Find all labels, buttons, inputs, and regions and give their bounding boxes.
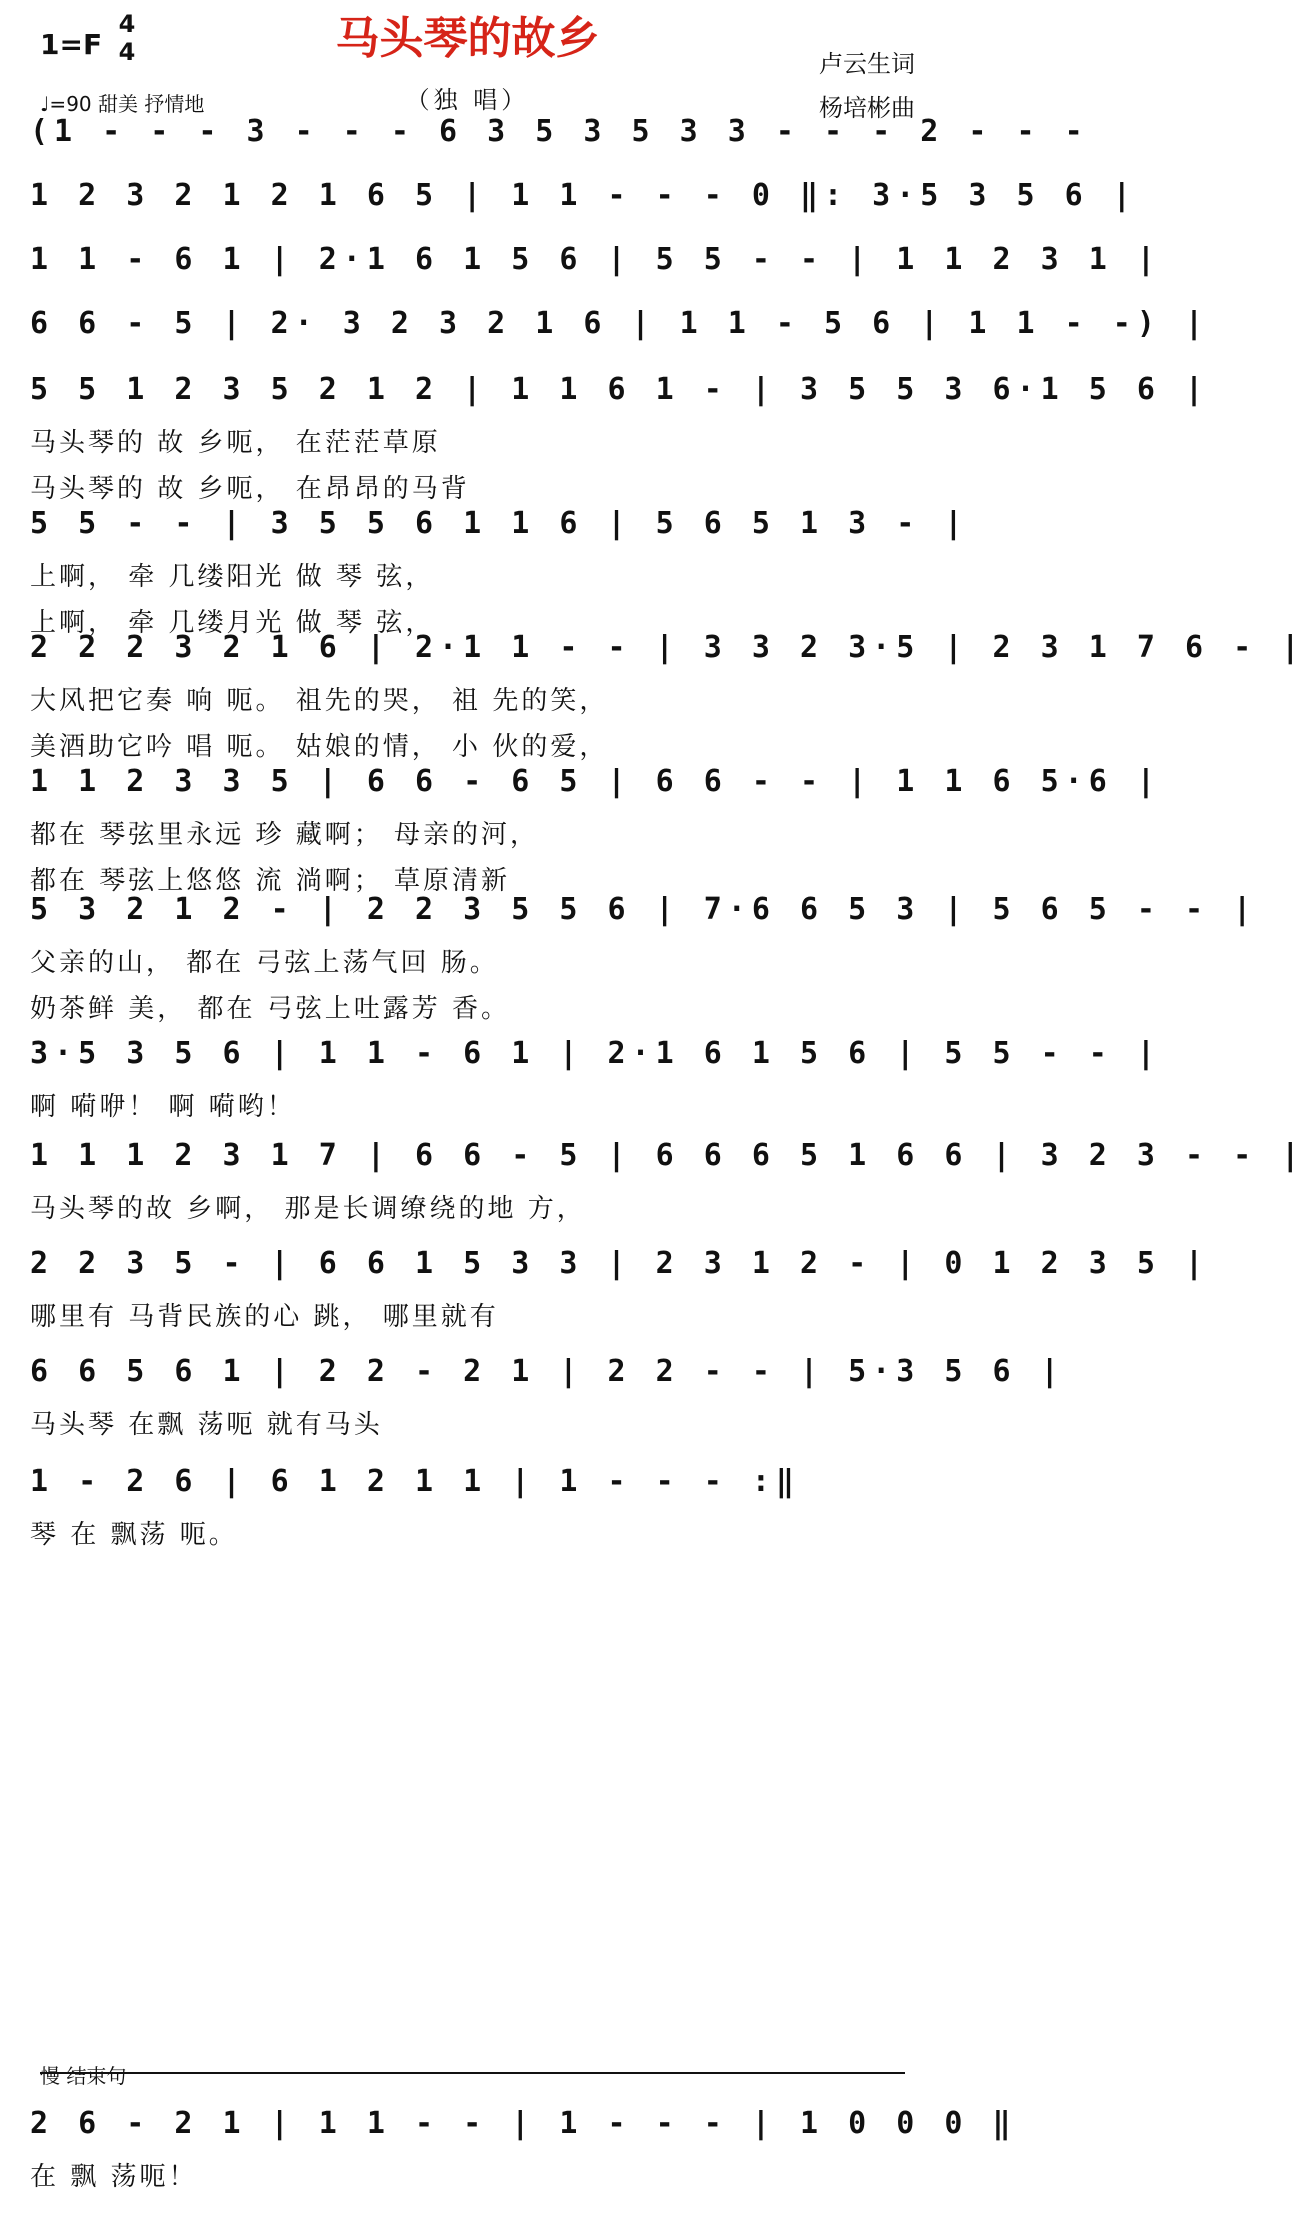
music-notation: 3·5 3 5 6 | 1 1 - 6 1 | 2·1 6 1 5 6 | 5 5 - - | [30,1036,1161,1071]
lyric-line: 马头琴的 故 乡呃， 在昂昂的马背 [30,474,470,504]
music-line-8 [30,748,1161,818]
composer-credit: 杨培彬曲 [819,94,915,122]
music-line-6 [30,490,969,560]
music-notation: 2 2 3 5 - | 6 6 1 5 3 3 | 2 3 1 2 - | 0 1 2 3 5 | [30,1246,1210,1281]
music-notation: 1 1 1 2 3 1 7 | 6 6 - 5 | 6 6 6 5 1 6 6 | 3 2 3 - - | [30,1138,1305,1173]
lyric-line: 琴 在 飘荡 呃。 [30,1520,238,1550]
music-line-7 [30,614,1305,684]
ending-label: 慢 结束句 [40,2064,127,2088]
meter-bottom: 4 [118,38,136,66]
lyricist-credit: 卢云生词 [819,50,915,78]
music-notation: 5 5 - - | 3 5 5 6 1 1 6 | 5 6 5 1 3 - | [30,506,969,541]
music-line-1 [30,98,1089,168]
music-notation: (1 - - - 3 - - - 6 3 5 3 5 3 3 - - - 2 - - - [30,114,1089,149]
music-notation: 1 2 3 2 1 2 1 6 5 | 1 1 - - - 0 ‖: 3·5 3 5 6 | [30,178,1137,213]
music-line-4 [30,290,1210,360]
music-notation: 6 6 5 6 1 | 2 2 - 2 1 | 2 2 - - | 5·3 5 6 | [30,1354,1065,1389]
music-line-2 [30,162,1137,232]
lyric-line: 美酒助它吟 唱 呃。 姑娘的情， 小 伙的爱， [30,732,609,762]
lyric-line: 都在 琴弦上悠悠 流 淌啊； 草原清新 [30,866,511,896]
lyric-line: 奶茶鲜 美， 都在 弓弦上吐露芳 香。 [30,994,511,1024]
lyric-line: 马头琴 在飘 荡呃 就有马头 [30,1410,383,1440]
music-line-14 [30,1448,913,1518]
lyric-line: 上啊， 牵 几缕阳光 做 琴 弦， [30,562,435,592]
meter-top: 4 [118,10,136,38]
lyric-line: 上啊， 牵 几缕月光 做 琴 弦， [30,608,435,638]
music-notation: 1 - 2 6 | 6 1 2 1 1 | 1 - - - :‖ [30,1464,800,1499]
lyric-line: 父亲的山， 都在 弓弦上荡气回 肠。 [30,948,499,978]
lyric-line: 都在 琴弦里永远 珍 藏啊； 母亲的河， [30,820,540,850]
music-notation: 2 2 2 3 2 1 6 | 2·1 1 - - | 3 3 2 3·5 | 2 3 1 7 6 - | [30,630,1305,665]
music-notation: 1 1 2 3 3 5 | 6 6 - 6 5 | 6 6 - - | 1 1 6 5·6 | [30,764,1161,799]
lyric-line: 哪里有 马背民族的心 跳， 哪里就有 [30,1302,499,1332]
lyric-line: 啊 嗬咿！ 啊 嗬哟！ [30,1092,296,1122]
key-signature: 1=F [40,28,103,61]
music-line-10 [30,1020,1161,1090]
music-line-9 [30,876,1258,946]
song-title: 马头琴的故乡 [335,13,600,64]
music-line-5 [30,356,1210,426]
music-line-13 [30,1338,1065,1408]
music-notation: 5 3 2 1 2 - | 2 2 3 5 5 6 | 7·6 6 5 3 | 5 6 5 - - | [30,892,1258,927]
music-line-15 [30,2090,1017,2160]
music-line-11 [30,1122,1305,1192]
music-notation: 6 6 - 5 | 2· 3 2 3 2 1 6 | 1 1 - 5 6 | 1 1 - -) | [30,306,1210,341]
music-notation: 1 1 - 6 1 | 2·1 6 1 5 6 | 5 5 - - | 1 1 2 3 1 | [30,242,1161,277]
music-line-12 [30,1230,1210,1300]
lyric-line: 在 飘 荡呃！ [30,2162,198,2192]
music-notation: 2 6 - 2 1 | 1 1 - - | 1 - - - | 1 0 0 0 ‖ [30,2106,1017,2141]
tempo-marking: ♩=90 甜美 抒情地 [40,92,205,116]
ending-bracket-line [40,2072,905,2074]
music-notation: 5 5 1 2 3 5 2 1 2 | 1 1 6 1 - | 3 5 5 3 6·1 5 6 | [30,372,1210,407]
lyric-line: 大风把它奏 响 呃。 祖先的哭， 祖 先的笑， [30,686,609,716]
voice-type: （独 唱） [405,86,530,114]
music-line-3 [30,226,1161,296]
lyric-line: 马头琴的 故 乡呃， 在茫茫草原 [30,428,441,458]
lyric-line: 马头琴的故 乡啊， 那是长调缭绕的地 方， [30,1194,586,1224]
